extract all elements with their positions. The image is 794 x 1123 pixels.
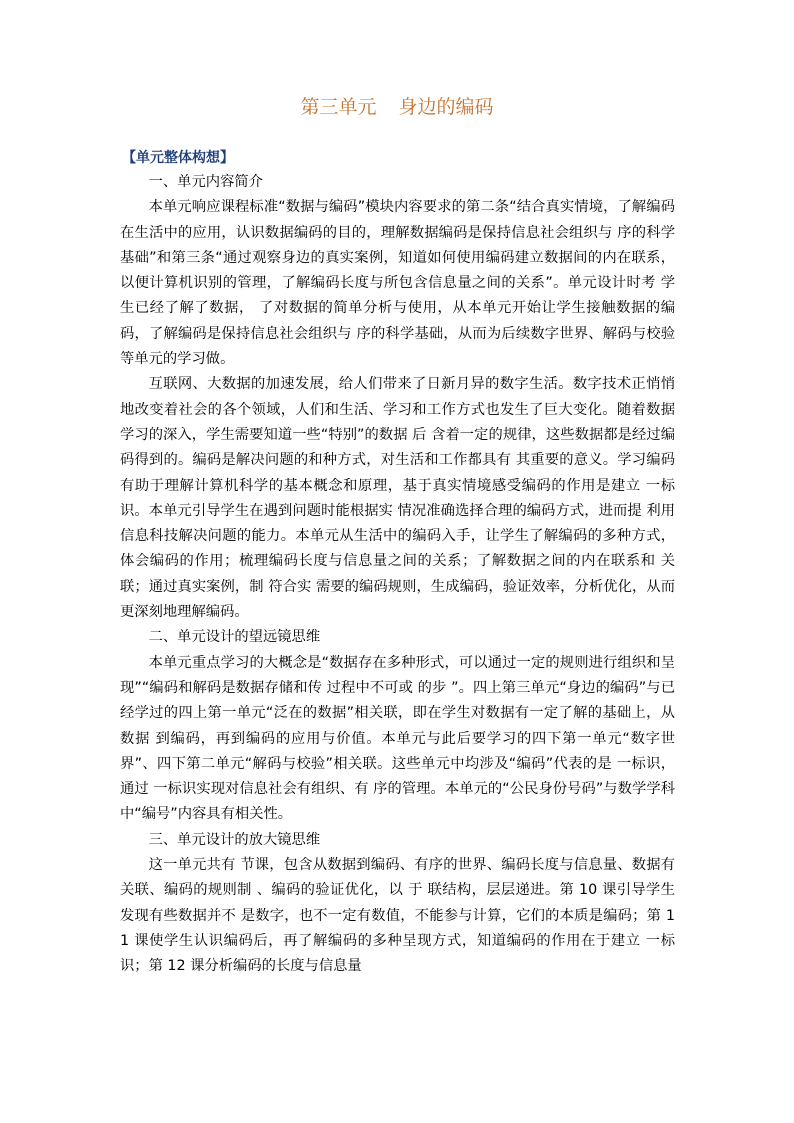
section-1-paragraph-2: 互联网、大数据的加速发展，给人们带来了日新月异的数字生活。数字技术正悄悄地改变着社会的各个领域，人们和生活、学习和工作方式也发生了巨大变化。随着数据学习的深入，学生需要知道一些“特别”的数据 后 含着一定的规律，这些数据都是经过编码得到的。编码是解决问题的和种方式，对生活和工作都具有 其重要的意义。学习编码有助于理解计算机科学的基本概念和原理，基于真实情境感受编码的作用是建立 一标识。本单元引导学生在遇到问题时能根据实 情况准确选择合理的编码方式，进而提 利用信息科技解决问题的能力。本单元从生活中的编码入手，让学生了解编码的多种方式，体会编码的作用；梳理编码长度与信息量之间的关系；了解数据之间的内在联系和 关联；通过真实案例，制 符合实 需要的编码规则，生成编码，验证效率，分析优化，从而更深刻地理解编码。 bbox=[120, 376, 675, 621]
title-unit: 第三单元 bbox=[300, 96, 377, 118]
document-body bbox=[120, 170, 675, 980]
section-heading-3: 三、单元设计的放大镜思维 bbox=[148, 831, 321, 848]
section-3-paragraph-1: 这一单元共有 节课，包含从数据到编码、有序的世界、编码长度与信息量、数据有关联、编码的规则制 、编码的验证优化，以 于 联结构，层层递进。第 10 课引导学生发现有些数据并不 是数字，也不一定有数值，不能参与计算，它们的本质是编码；第 11 课使学生认识编码后，再了解编码的多种呈现方式，知道编码的作用在于建立 一标识；第 12 课分析编码的长度与信息量 bbox=[120, 857, 675, 975]
section-heading-2: 二、单元设计的望远镜思维 bbox=[148, 629, 321, 646]
section-2-paragraph-1: 本单元重点学习的大概念是“数据存在多种形式，可以通过一定的规则进行组织和呈现”“编码和解码是数据存储和传 过程中不可或 的步 ”。四上第三单元“身边的编码”与已经学过的四上第一单元“泛在的数据”相关联，即在学生对数据有一定了解的基础上，从数据 到编码，再到编码的应用与价值。本单元与此后要学习的四下第一单元“数字世界”、四下第二单元“解码与校验”相关联。这些单元中均涉及“编码”代表的是 一标识，通过 一标识实现对信息社会有组织、有 序的管理。本单元的“公民身份号码”与数学学科中“编号”内容具有相关性。 bbox=[120, 654, 675, 823]
section-1-paragraph-1: 本单元响应课程标准“数据与编码”模块内容要求的第二条“结合真实情境，了解编码在生活中的应用，认识数据编码的目的，理解数据编码是保持信息社会组织与 序的科学基础”和第三条“通过观察身边的真实案例，知道如何使用编码建立数据间的内在联系，以便计算机识别的管理，了解编码长度与所包含信息量之间的关系”。单元设计时考 学生已经了解了数据， 了对数据的简单分析与使用，从本单元开始让学生接触数据的编码，了解编码是保持信息社会组织与 序的科学基础，从而为后续数字世界、解码与校验等单元的学习做。 bbox=[120, 199, 675, 368]
document-title bbox=[0, 94, 794, 120]
title-topic: 身边的编码 bbox=[398, 96, 494, 118]
section-label: 【单元整体构想】 bbox=[122, 150, 234, 166]
section-heading-1: 一、单元内容简介 bbox=[148, 174, 263, 190]
